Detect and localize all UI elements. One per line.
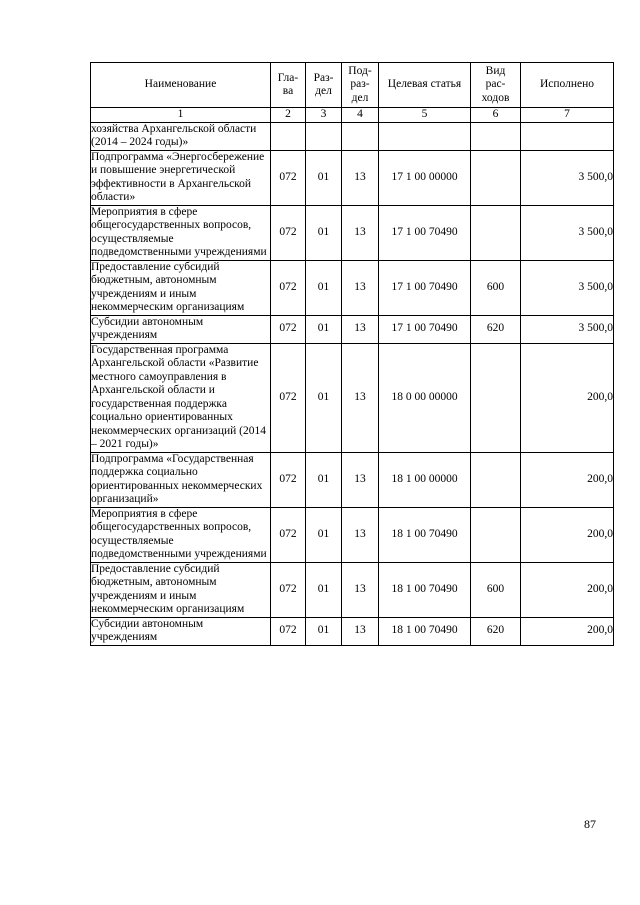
row-name: Субсидии автономным учреждениям xyxy=(91,617,271,645)
row-glava: 072 xyxy=(271,507,306,562)
row-vid xyxy=(471,122,521,150)
header-glava: Гла- ва xyxy=(271,63,306,108)
row-podrazdel: 13 xyxy=(342,343,379,452)
col-number: 5 xyxy=(379,108,471,123)
row-name: Предоставление субсидий бюджетным, автономным учреждениям и иным некоммерческим организациям xyxy=(91,260,271,315)
row-vid xyxy=(471,150,521,205)
header-row xyxy=(91,63,614,108)
row-podrazdel: 13 xyxy=(342,617,379,645)
row-name: Государственная программа Архангельской области «Развитие местного самоуправления в Архангельской области и государственная поддержка социально ориентированных некоммерческих организаций (2014 – 2021 годы)» xyxy=(91,343,271,452)
row-vid xyxy=(471,343,521,452)
row-done xyxy=(521,122,614,150)
header-done: Исполнено xyxy=(521,63,614,108)
row-glava xyxy=(271,122,306,150)
row-done: 200,0 xyxy=(521,617,614,645)
row-target xyxy=(379,122,471,150)
row-vid: 620 xyxy=(471,315,521,343)
row-glava: 072 xyxy=(271,343,306,452)
col-number: 6 xyxy=(471,108,521,123)
table-row xyxy=(91,617,614,645)
row-name: Мероприятия в сфере общегосударственных вопросов, осуществляемые подведомственными учреждениями xyxy=(91,507,271,562)
page-number: 87 xyxy=(584,817,596,831)
row-done: 3 500,0 xyxy=(521,150,614,205)
column-number-row xyxy=(91,108,614,123)
row-podrazdel: 13 xyxy=(342,507,379,562)
row-target: 18 1 00 00000 xyxy=(379,452,471,507)
table-row xyxy=(91,315,614,343)
row-done: 3 500,0 xyxy=(521,205,614,260)
row-razdel: 01 xyxy=(306,617,342,645)
col-number: 3 xyxy=(306,108,342,123)
row-podrazdel: 13 xyxy=(342,150,379,205)
row-glava: 072 xyxy=(271,315,306,343)
row-glava: 072 xyxy=(271,150,306,205)
header-podrazdel: Под- раз- дел xyxy=(342,63,379,108)
row-vid xyxy=(471,452,521,507)
row-done: 3 500,0 xyxy=(521,260,614,315)
row-done: 200,0 xyxy=(521,562,614,617)
header-name: Наименование xyxy=(91,63,271,108)
row-razdel: 01 xyxy=(306,260,342,315)
row-razdel xyxy=(306,122,342,150)
row-glava: 072 xyxy=(271,260,306,315)
row-vid: 600 xyxy=(471,562,521,617)
budget-table xyxy=(90,62,614,646)
row-name: Предоставление субсидий бюджетным, автономным учреждениям и иным некоммерческим организациям xyxy=(91,562,271,617)
row-razdel: 01 xyxy=(306,343,342,452)
row-name: Подпрограмма «Энергосбережение и повышение энергетической эффективности в Архангельской области» xyxy=(91,150,271,205)
row-done: 200,0 xyxy=(521,452,614,507)
col-number: 1 xyxy=(91,108,271,123)
row-podrazdel: 13 xyxy=(342,205,379,260)
table-row xyxy=(91,122,614,150)
row-vid xyxy=(471,205,521,260)
row-podrazdel xyxy=(342,122,379,150)
header-vid: Вид рас- ходов xyxy=(471,63,521,108)
row-target: 17 1 00 00000 xyxy=(379,150,471,205)
col-number: 4 xyxy=(342,108,379,123)
row-target: 17 1 00 70490 xyxy=(379,260,471,315)
row-podrazdel: 13 xyxy=(342,562,379,617)
header-target: Целевая статья xyxy=(379,63,471,108)
row-target: 18 1 00 70490 xyxy=(379,562,471,617)
row-target: 17 1 00 70490 xyxy=(379,315,471,343)
row-name: хозяйства Архангельской области (2014 – 2024 годы)» xyxy=(91,122,271,150)
col-number: 2 xyxy=(271,108,306,123)
table-row xyxy=(91,452,614,507)
table-row xyxy=(91,150,614,205)
row-target: 17 1 00 70490 xyxy=(379,205,471,260)
col-number: 7 xyxy=(521,108,614,123)
row-done: 3 500,0 xyxy=(521,315,614,343)
row-razdel: 01 xyxy=(306,150,342,205)
table-row xyxy=(91,562,614,617)
table-row xyxy=(91,205,614,260)
row-vid: 600 xyxy=(471,260,521,315)
row-razdel: 01 xyxy=(306,205,342,260)
row-razdel: 01 xyxy=(306,507,342,562)
row-glava: 072 xyxy=(271,562,306,617)
row-razdel: 01 xyxy=(306,315,342,343)
row-done: 200,0 xyxy=(521,507,614,562)
row-target: 18 1 00 70490 xyxy=(379,507,471,562)
table-row xyxy=(91,260,614,315)
row-vid xyxy=(471,507,521,562)
row-razdel: 01 xyxy=(306,562,342,617)
row-podrazdel: 13 xyxy=(342,315,379,343)
row-razdel: 01 xyxy=(306,452,342,507)
table-row xyxy=(91,343,614,452)
header-razdel: Раз- дел xyxy=(306,63,342,108)
row-glava: 072 xyxy=(271,452,306,507)
row-glava: 072 xyxy=(271,617,306,645)
row-name: Мероприятия в сфере общегосударственных вопросов, осуществляемые подведомственными учреждениями xyxy=(91,205,271,260)
row-target: 18 0 00 00000 xyxy=(379,343,471,452)
row-done: 200,0 xyxy=(521,343,614,452)
row-name: Субсидии автономным учреждениям xyxy=(91,315,271,343)
row-podrazdel: 13 xyxy=(342,452,379,507)
row-vid: 620 xyxy=(471,617,521,645)
row-target: 18 1 00 70490 xyxy=(379,617,471,645)
row-glava: 072 xyxy=(271,205,306,260)
table-row xyxy=(91,507,614,562)
row-name: Подпрограмма «Государственная поддержка социально ориентированных некоммерческих организаций» xyxy=(91,452,271,507)
row-podrazdel: 13 xyxy=(342,260,379,315)
